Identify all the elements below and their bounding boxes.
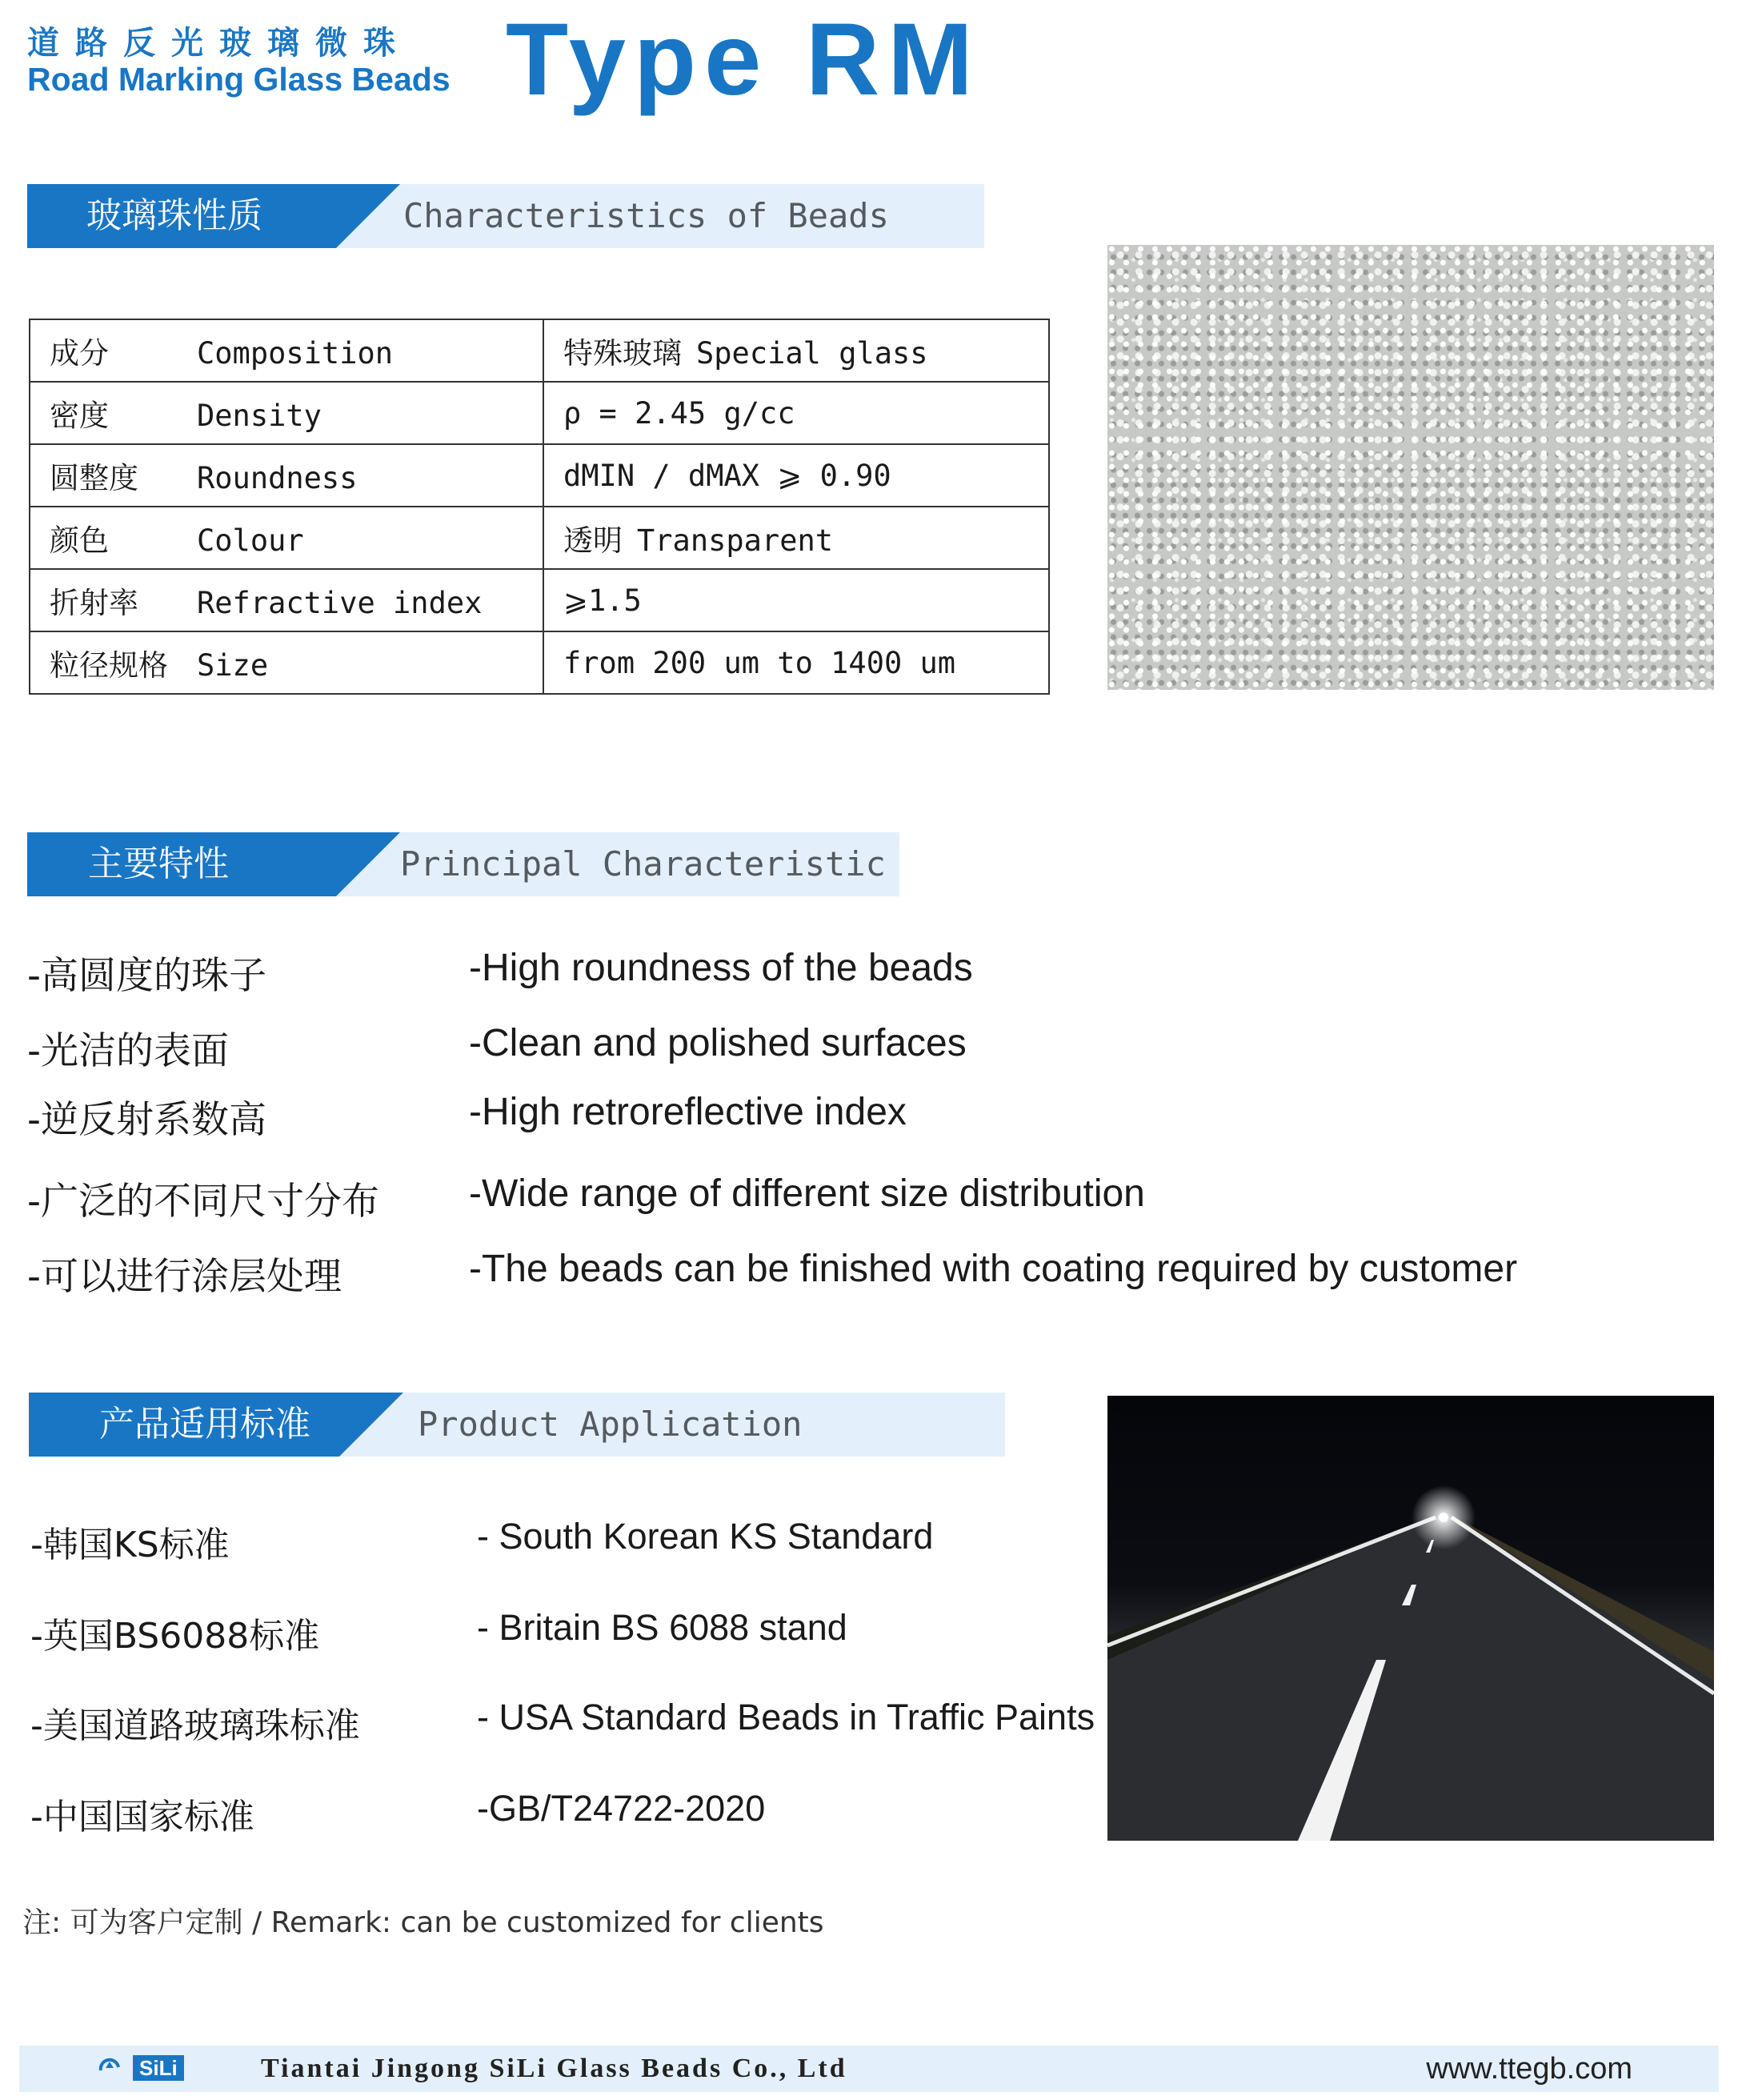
application-cn: -韩国KS标准	[30, 1525, 230, 1565]
feature-en: -High retroreflective index	[469, 1091, 907, 1133]
sili-logo-icon	[96, 2054, 123, 2082]
title-chinese: 道路反光玻璃微珠	[27, 25, 411, 62]
table-cell-value	[543, 382, 1049, 444]
label-cn: 粒径规格	[50, 648, 168, 683]
table-cell-label	[30, 382, 543, 444]
label-cn: 折射率	[50, 586, 138, 620]
value: ρ = 2.45 g/cc	[563, 395, 795, 431]
logo-text: SiLi	[133, 2055, 184, 2081]
night-road-photo	[1107, 1396, 1714, 1841]
table-cell-value	[543, 319, 1049, 382]
night-road-illustration	[1107, 1396, 1714, 1841]
application-en: - Britain BS 6088 stand	[477, 1607, 847, 1648]
remark-note: 注: 可为客户定制 / Remark: can be customized for clients	[22, 1906, 824, 1939]
value: dMIN / dMAX ⩾ 0.90	[563, 458, 891, 493]
feature-cn: -逆反射系数高	[27, 1098, 266, 1142]
value-cn: 特殊玻璃	[563, 336, 682, 371]
value: from 200 um to 1400 um	[563, 645, 956, 680]
table-cell-value	[543, 569, 1049, 631]
feature-en: -The beads can be finished with coating required by customer	[469, 1248, 1518, 1290]
label-en: Roundness	[197, 461, 358, 495]
table-cell-value	[543, 444, 1049, 507]
feature-cn: -光洁的表面	[27, 1029, 229, 1073]
product-type-title: Type RM	[506, 2, 981, 117]
label-en: Density	[197, 399, 322, 433]
label-en: Composition	[197, 336, 394, 371]
label-en: Refractive index	[197, 586, 483, 620]
feature-cn: -可以进行涂层处理	[27, 1255, 342, 1299]
principal-heading-cn: 主要特性	[88, 844, 229, 884]
company-name: Tiantai Jingong SiLi Glass Beads Co., Ltd	[261, 2054, 847, 2083]
label-en: Colour	[197, 523, 304, 558]
table-row	[30, 444, 1049, 507]
feature-en: -Wide range of different size distribution	[469, 1172, 1145, 1215]
label-en: Size	[197, 648, 269, 683]
characteristics-banner	[27, 184, 984, 248]
value: Transparent	[637, 523, 834, 558]
table-cell-label	[30, 507, 543, 569]
table-row	[30, 631, 1049, 694]
table-row	[30, 507, 1049, 569]
value-cn: 透明	[563, 523, 623, 558]
value: ⩾1.5	[563, 583, 642, 618]
characteristics-heading-cn: 玻璃珠性质	[86, 195, 262, 236]
table-cell-label	[30, 444, 543, 507]
label-cn: 圆整度	[50, 461, 138, 495]
value: Special glass	[696, 336, 928, 371]
feature-en: -Clean and polished surfaces	[469, 1022, 967, 1064]
label-cn: 颜色	[50, 523, 109, 558]
application-cn: -美国道路玻璃珠标准	[30, 1705, 360, 1746]
footer-bar	[19, 2046, 1719, 2092]
table-cell-label	[30, 319, 543, 382]
feature-en: -High roundness of the beads	[469, 947, 973, 989]
glass-beads-photo	[1107, 245, 1714, 690]
table-row	[30, 382, 1049, 444]
table-cell-label	[30, 569, 543, 631]
application-heading-cn: 产品适用标准	[99, 1404, 310, 1445]
table-cell-value	[543, 631, 1049, 694]
application-banner	[29, 1393, 1005, 1457]
characteristics-heading-en: Characteristics of Beads	[403, 196, 889, 235]
characteristics-table	[29, 319, 1050, 695]
feature-cn: -高圆度的珠子	[27, 954, 266, 998]
table-row	[30, 569, 1049, 631]
website-url: www.ttegb.com	[1426, 2052, 1632, 2086]
application-en: - USA Standard Beads in Traffic Paints	[477, 1697, 1095, 1737]
title-english: Road Marking Glass Beads	[27, 61, 451, 98]
principal-banner	[27, 832, 899, 896]
principal-heading-en: Principal Characteristic	[400, 844, 886, 884]
table-cell-value	[543, 507, 1049, 569]
application-cn: -中国国家标准	[30, 1797, 254, 1838]
label-cn: 成分	[50, 336, 109, 371]
table-cell-label	[30, 631, 543, 694]
application-en: - South Korean KS Standard	[477, 1516, 934, 1557]
application-en: -GB/T24722-2020	[477, 1788, 766, 1829]
table-row	[30, 319, 1049, 382]
application-cn: -英国BS6088标准	[30, 1616, 320, 1657]
feature-cn: -广泛的不同尺寸分布	[27, 1180, 379, 1224]
application-heading-en: Product Application	[418, 1405, 803, 1444]
label-cn: 密度	[50, 399, 109, 433]
